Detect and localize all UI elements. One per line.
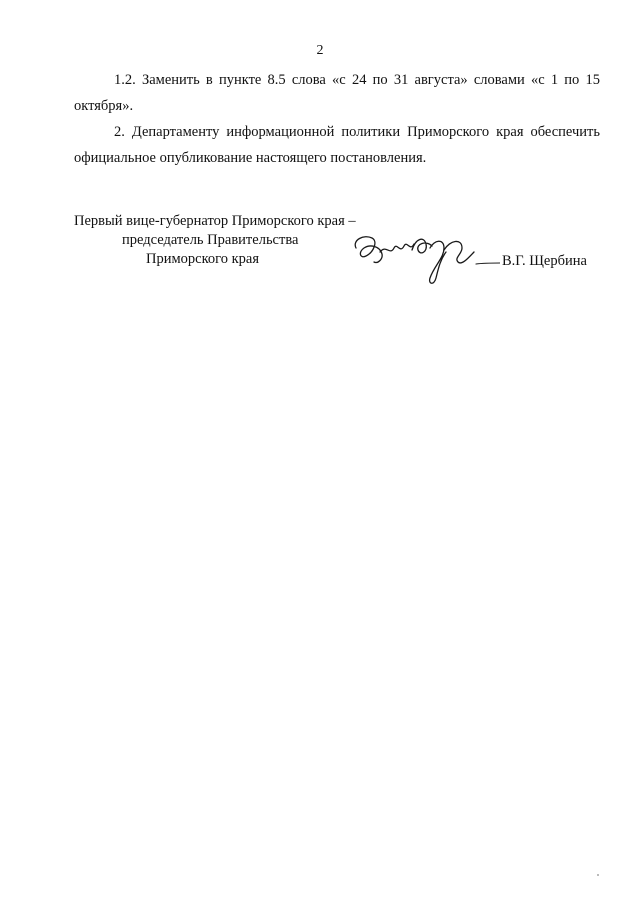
- signatory-title-line-3: Приморского края: [146, 251, 260, 267]
- signatory-title-line-2: председатель Правительства: [122, 232, 299, 248]
- paragraph-1-2: 1.2. Заменить в пункте 8.5 слова «с 24 по 31 августа» словами «с 1 по 15 октября».: [74, 72, 600, 114]
- signatory-title-line-1: Первый вице-губернатор Приморского края –: [74, 213, 356, 229]
- paragraph-2: 2. Департаменту информационной политики Приморского края обеспечить официальное опубликование настоящего постановления.: [74, 124, 600, 166]
- margin-mark: [597, 874, 599, 876]
- page-number: 2: [316, 43, 324, 58]
- handwritten-signature: [350, 226, 500, 288]
- signature-block: [74, 212, 614, 292]
- signatory-name: В.Г. Щербина: [502, 253, 587, 269]
